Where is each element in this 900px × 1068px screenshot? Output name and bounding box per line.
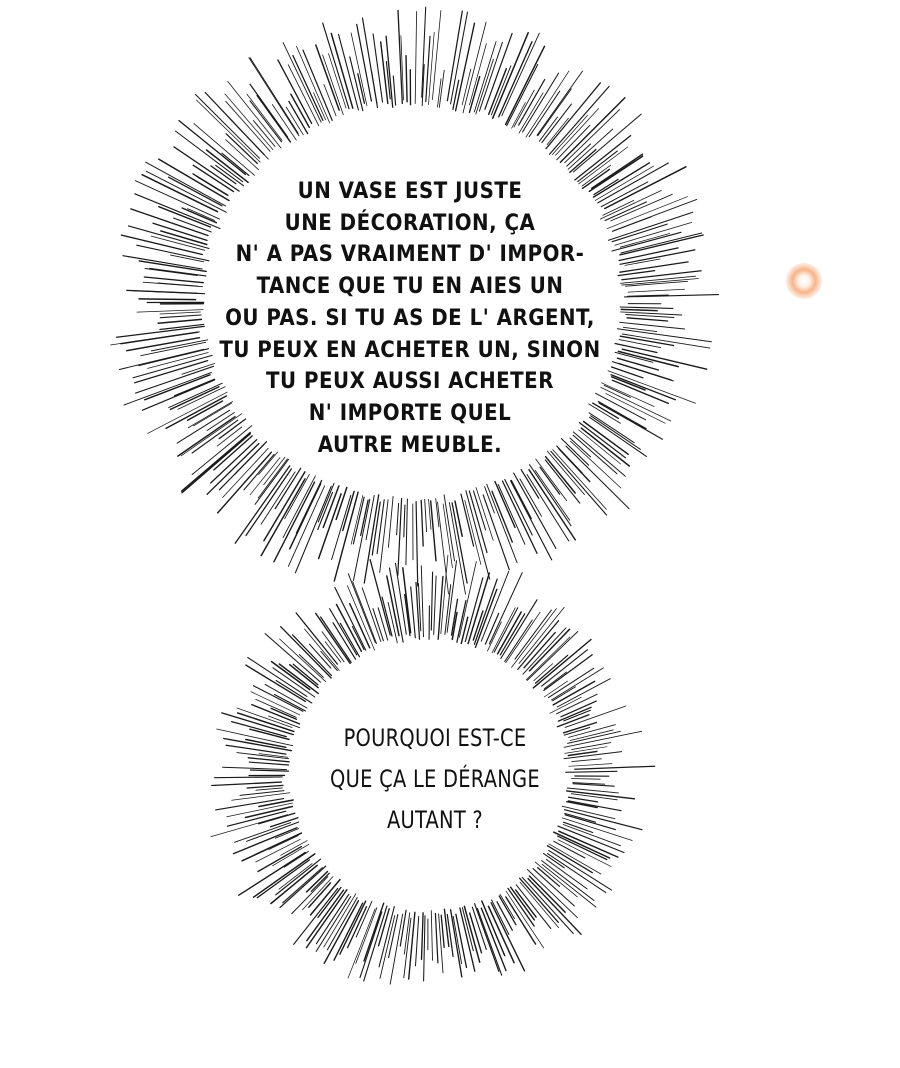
speech-line: QUE ÇA LE DÉRANGE [330,765,540,793]
burst-stroke [403,568,411,633]
burst-stroke [572,779,601,780]
burst-stroke [451,910,462,977]
burst-stroke [259,813,295,824]
burst-stroke [465,578,483,642]
speech-line: POURQUOI EST-CE [343,724,527,752]
speech-line: UNE DÉCORATION, ÇA [284,210,536,236]
burst-stroke [294,888,338,944]
burst-stroke [296,613,337,664]
burst-stroke [293,664,318,685]
burst-stroke [441,915,444,947]
burst-stroke [411,587,416,638]
burst-stroke [519,607,564,663]
burst-stroke [431,911,432,961]
burst-stroke [542,650,588,686]
burst-stroke [251,770,289,771]
burst-stroke [542,861,594,901]
burst-stroke [461,617,468,643]
burst-stroke [564,822,593,832]
speech-line: N' A PAS VRAIMENT D' IMPOR- [235,242,585,268]
speech-line: TU PEUX EN ACHETER UN, SINON [219,337,601,363]
burst-stroke [249,762,288,765]
burst-stroke [572,759,602,762]
burst-stroke [226,745,286,754]
burst-stroke [239,853,305,896]
burst-stroke [534,664,553,681]
burst-stroke [559,831,618,857]
burst-stroke [424,916,425,981]
burst-stroke [280,866,326,907]
burst-stroke [549,668,594,697]
burst-stroke [569,764,612,767]
burst-stroke [535,862,577,897]
speech-line: OU PAS. SI TU AS DE L' ARGENT, [225,305,595,331]
speech-line: UN VASE EST JUSTE [297,179,523,204]
burst-stroke [572,743,611,750]
burst-stroke [390,914,403,984]
burst-stroke [565,813,596,822]
burst-stroke [544,854,565,868]
burst-stroke [421,566,423,637]
burst-stroke [252,705,300,724]
speech-line: AUTRE MEUBLE. [317,432,503,458]
speech-text-1 [195,176,625,461]
burst-stroke [409,912,415,979]
speech-line: N' IMPORTE QUEL [308,400,512,426]
burst-stroke [544,681,567,697]
burst-stroke [400,910,406,946]
burst-stroke [575,766,655,769]
burst-stroke [356,901,372,937]
burst-stroke [364,906,387,981]
burst-stroke [438,577,443,640]
speech-line: TU PEUX AUSSI ACHETER [266,369,554,395]
burst-stroke [422,913,424,960]
burst-stroke [275,695,306,712]
burst-stroke [256,788,282,790]
burst-stroke [224,739,292,751]
burst-stroke [546,860,587,889]
light-glow-dot [786,263,822,299]
burst-stroke [558,707,591,721]
burst-stroke [431,572,432,630]
speech-line: TANCE QUE TU EN AIES UN [256,274,564,300]
burst-stroke [382,597,392,636]
burst-stroke [223,767,287,769]
burst-stroke [215,777,283,778]
burst-stroke [370,560,390,635]
burst-stroke [416,916,419,965]
burst-stroke [311,873,329,891]
burst-stroke [212,782,281,785]
burst-stroke [544,672,566,689]
burst-stroke [247,785,283,788]
burst-stroke [235,823,291,843]
burst-stroke [457,601,466,643]
burst-stroke [390,568,404,642]
burst-stroke [434,576,436,634]
burst-stroke [248,658,307,697]
burst-stroke [566,771,617,772]
burst-stroke [259,800,293,807]
speech-line: AUTANT ? [386,806,484,834]
speech-text-2 [314,718,557,841]
burst-stroke [567,802,597,808]
burst-stroke [528,879,581,935]
burst-stroke [253,686,303,712]
burst-stroke [435,914,438,963]
burst-stroke [488,622,502,651]
burst-stroke [538,868,560,887]
burst-stroke [444,909,448,946]
